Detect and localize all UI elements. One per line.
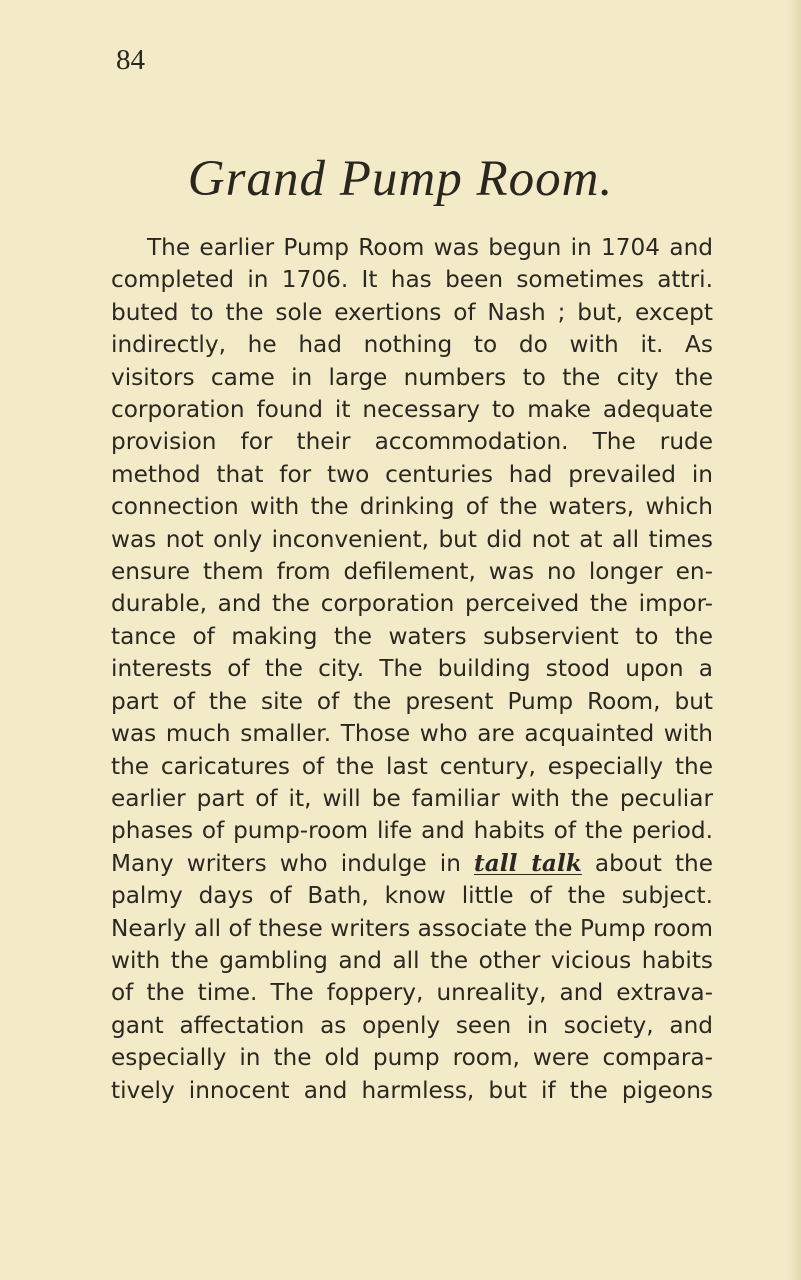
text-line: method that for two centuries had prevailed in <box>111 460 713 488</box>
chapter-title: Grand Pump Room. <box>187 151 614 207</box>
text-line: of the time. The foppery, unreality, and extrava- <box>111 979 713 1007</box>
text-line: palmy days of Bath, know little of the subject. <box>111 882 713 910</box>
page-number: 84 <box>116 44 145 76</box>
text-line-with-emphasis <box>111 848 713 880</box>
text-fragment: about the <box>581 849 713 877</box>
text-line: the caricatures of the last century, especially the <box>111 752 713 780</box>
text-line: was not only inconvenient, but did not at all times <box>111 525 713 553</box>
body-paragraph <box>111 232 713 1107</box>
text-line: especially in the old pump room, were compara- <box>111 1044 713 1072</box>
text-line: visitors came in large numbers to the city the <box>111 363 713 391</box>
text-line: tively innocent and harmless, but if the pigeons <box>111 1076 713 1104</box>
text-line: indirectly, he had nothing to do with it. As <box>111 331 713 359</box>
text-line: durable, and the corporation perceived the impor- <box>111 590 713 618</box>
text-line: with the gambling and all the other vicious habits <box>111 946 713 974</box>
emphasized-phrase: tall talk <box>474 849 582 877</box>
text-line: connection with the drinking of the waters, which <box>111 493 713 521</box>
text-line: interests of the city. The building stood upon a <box>111 655 713 683</box>
text-line: corporation found it necessary to make adequate <box>111 396 713 424</box>
text-line: Nearly all of these writers associate the Pump room <box>111 914 713 942</box>
text-line: earlier part of it, will be familiar with the peculiar <box>111 784 713 812</box>
text-fragment: Many writers who indulge in <box>111 849 475 877</box>
text-line: phases of pump-room life and habits of the period. <box>111 817 713 845</box>
text-line: completed in 1706. It has been sometimes attri. <box>111 266 713 294</box>
text-line: was much smaller. Those who are acquainted with <box>111 720 713 748</box>
text-line: part of the site of the present Pump Room, but <box>111 687 713 715</box>
text-line: provision for their accommodation. The rude <box>111 428 713 456</box>
text-line: The earlier Pump Room was begun in 1704 and <box>147 234 713 261</box>
text-line: tance of making the waters subservient to the <box>111 622 713 650</box>
text-line: ensure them from defilement, was no longer en- <box>111 558 713 586</box>
text-line: gant affectation as openly seen in society, and <box>111 1011 713 1039</box>
text-line: buted to the sole exertions of Nash ; but, except <box>111 298 713 326</box>
